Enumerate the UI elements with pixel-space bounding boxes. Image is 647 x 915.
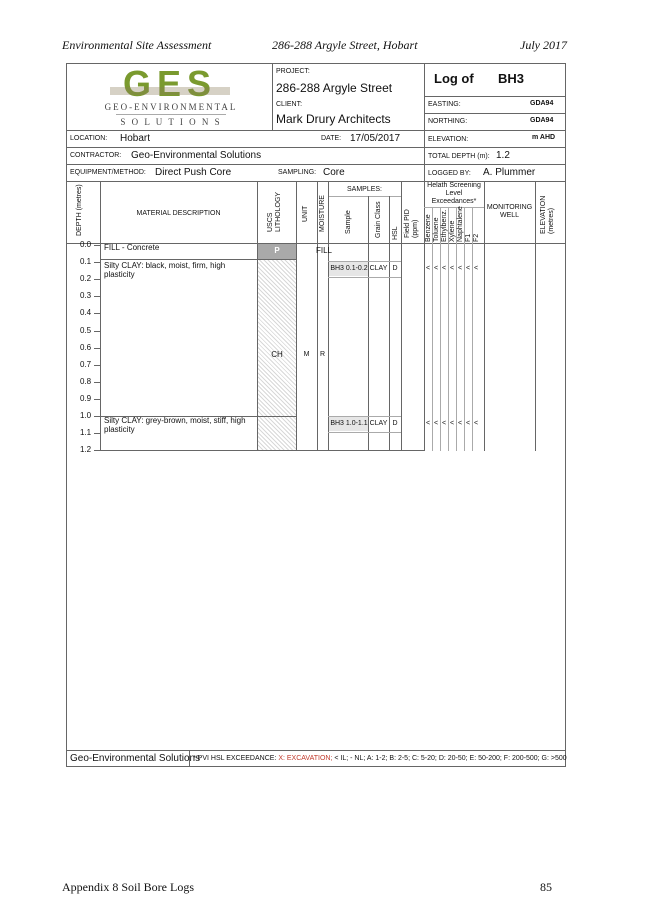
depth-tick-label: 1.2 [80,445,92,455]
depth-tick-label: 0.3 [80,291,92,301]
logo-letters: GES [122,67,218,99]
ges-logo [110,67,230,99]
col-ethylbenz: Ethylbenz. [441,209,448,242]
depth-tick-label: 0.4 [80,308,92,318]
layer-3-description: Silty CLAY: grey-brown, moist, stiff, high plasticity [104,416,246,434]
page-header-center: 286-288 Argyle Street, Hobart [272,38,418,52]
sample-1-hsl: D [392,265,398,272]
page-header-right: July 2017 [520,38,567,52]
depth-tick-mark [94,348,100,349]
footer-legend-prefix: * PVI HSL EXCEEDANCE: [193,755,279,762]
col-xylene: Xylene [449,220,456,242]
logged-by-label: LOGGED BY: [428,170,471,177]
northing-value: GDA94 [530,117,554,124]
exceedance-marker: < [473,265,479,272]
col-sample: Sample [345,210,352,234]
layer-1-moisture: FILL [316,246,333,255]
col-benzene: Benzene [425,214,432,242]
depth-tick-mark [94,365,100,366]
easting-value: GDA94 [530,100,554,107]
col-monitoring: MONITORING WELL [486,204,533,219]
exceedance-marker: < [457,265,463,272]
exceedance-marker: < [425,420,431,427]
exceedance-marker: < [465,420,471,427]
layer-2-moisture: R [319,351,326,358]
page-header-left: Environmental Site Assessment [62,38,212,52]
date-label: DATE: [321,135,342,142]
col-naphtalene: Naphtalene [457,206,464,242]
depth-tick-mark [94,296,100,297]
sample-2-grain: CLAY [369,420,388,427]
depth-tick-label: 0.1 [80,257,92,267]
sample-2-hsl: D [392,420,398,427]
col-samples: SAMPLES: [346,186,382,193]
depth-tick-label: 1.0 [80,411,92,420]
elevation-value: m AHD [532,134,556,141]
bore-id: BH3 [498,71,525,86]
depth-tick-label: 0.9 [80,393,92,403]
depth-tick-mark [94,313,100,314]
logo-line2: S O L U T I O N S [120,117,222,127]
footer-company: Geo-Environmental Solutions [70,753,201,764]
depth-tick-mark [94,331,100,332]
col-uscs: USCS LITHOLOGY [267,191,282,232]
depth-tick-mark [94,382,100,383]
exceedance-marker: < [473,420,479,427]
depth-tick-label: 0.7 [80,359,92,369]
col-f1: F1 [465,233,472,242]
exceedance-marker: < [441,420,447,427]
exceedance-marker: < [433,265,439,272]
col-hsl: HSL [392,226,399,240]
layer-2-description: Silty CLAY: black, moist, firm, high plasticity [104,261,226,279]
depth-tick-label: 0.8 [80,376,92,386]
footer-legend-excavation: X: EXCAVATION; [278,755,333,762]
total-depth-label: TOTAL DEPTH (m): [428,153,490,160]
equipment-label: EQUIPMENT/METHOD: [70,169,146,176]
ges-logo-graphic [110,67,230,99]
footer-legend-rest: < IL; - NL; A: 1-2; B: 2-5; C: 5-20; D: 20-50; E: 50-200; F: 200-500; G: >500 [332,755,567,762]
sampling-value: Core [323,167,345,178]
depth-tick-label: 1.1 [80,428,92,438]
contractor-label: CONTRACTOR: [70,152,122,159]
project-label: PROJECT: [276,68,310,75]
depth-tick-label: 0.2 [80,274,92,284]
logo-texture [110,87,230,95]
sample-1-grain: CLAY [369,265,388,272]
total-depth-value: 1.2 [496,150,510,161]
elevation-label: ELEVATION: [428,136,469,143]
depth-tick-mark [94,262,100,263]
client-label: CLIENT: [276,101,303,108]
sample-2-id: BH3 1.0-1.1 [330,420,368,427]
depth-tick-label: 0.6 [80,342,92,352]
layer-2-unit: M [303,351,310,358]
exceedance-marker: < [433,420,439,427]
date-value: 17/05/2017 [350,133,401,144]
client-value: Mark Drury Architects [276,112,391,126]
exceedance-marker: < [441,265,447,272]
exceedance-marker: < [457,420,463,427]
logged-by-value: A. Plummer [483,167,536,178]
depth-tick-mark [94,399,100,400]
location-value: Hobart [120,133,151,144]
col-elevation: ELEVATION (metres) [540,195,555,234]
col-f2: F2 [473,233,480,242]
col-moisture: MOISTURE [319,195,326,232]
page-footer-left: Appendix 8 Soil Bore Logs [62,880,194,894]
layer-1-description: FILL - Concrete [104,243,160,252]
easting-label: EASTING: [428,101,461,108]
exceedance-marker: < [465,265,471,272]
contractor-value: Geo-Environmental Solutions [131,150,262,161]
equipment-value: Direct Push Core [155,167,232,178]
exceedance-marker: < [449,420,455,427]
col-pid: Field PID (ppm) [404,209,419,238]
exceedance-marker: < [449,265,455,272]
layer-2-lithology: CH [271,350,283,359]
logo-line1: GEO-ENVIRONMENTAL [104,102,238,112]
col-health: Helath Screening Level Exceedances* [427,182,481,205]
layer-1-lithology: P [274,246,280,255]
location-label: LOCATION: [70,135,108,142]
depth-tick-mark [94,245,100,246]
depth-tick-label: 0.0 [80,240,92,249]
depth-tick-mark [94,433,100,434]
depth-tick-label: 0.5 [80,325,92,335]
project-value: 286-288 Argyle Street [276,81,393,95]
col-material: MATERIAL DESCRIPTION [136,210,221,217]
col-unit: UNIT [302,205,309,222]
col-depth: DEPTH (metres) [76,184,83,236]
sample-1-id: BH3 0.1-0.2 [330,265,368,272]
depth-tick-mark [94,279,100,280]
col-grain: Grain Class [375,201,382,238]
exceedance-marker: < [425,265,431,272]
page-footer-page-number: 85 [540,880,552,894]
col-toluene: Toluene [433,217,440,242]
northing-label: NORTHING: [428,118,468,125]
log-of-label: Log of [434,71,474,86]
footer-legend [193,755,567,762]
sampling-label: SAMPLING: [278,169,317,176]
